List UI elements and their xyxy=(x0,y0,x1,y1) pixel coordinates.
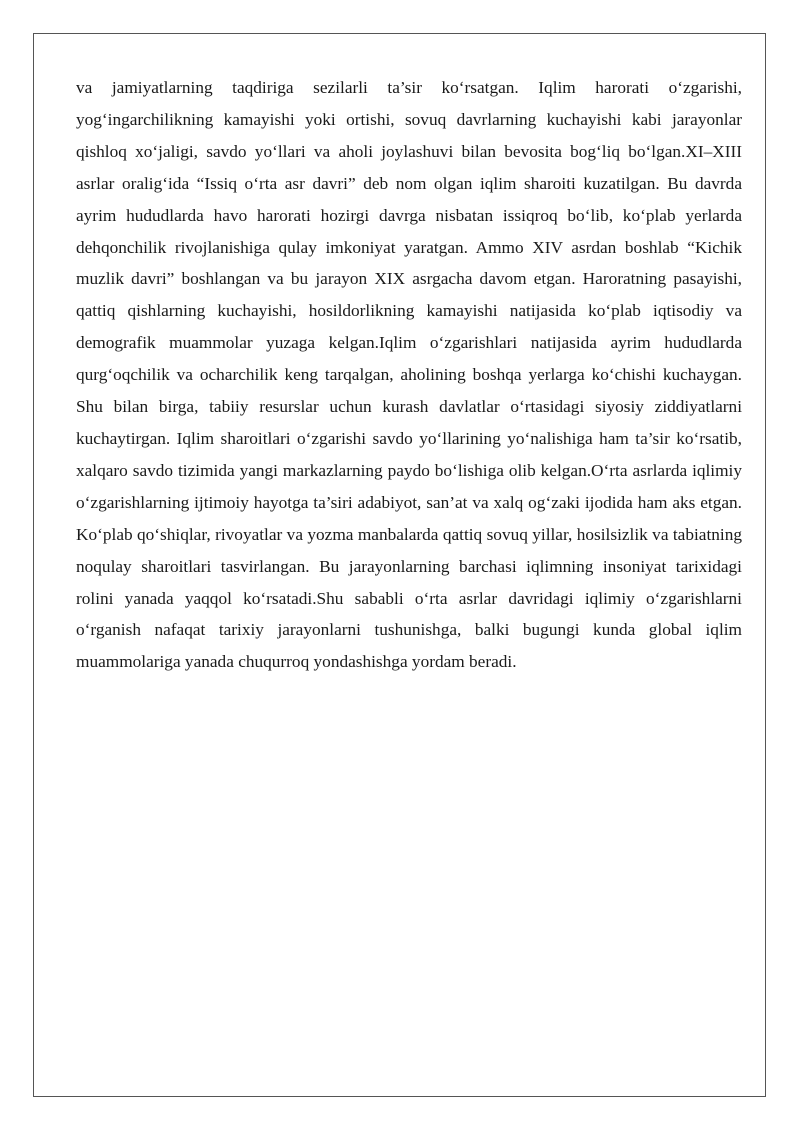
body-paragraph: va jamiyatlarning taqdiriga sezilarli ta’sir ko‘rsatgan. Iqlim harorati o‘zgarishi, yog‘ingarchilikning kamayishi yoki ortishi, sovuq davrlarning kuchayishi kabi jarayonlar qishloq xo‘jaligi, savdo yo‘llari va aholi joylashuvi bilan bevosita bog‘liq bo‘lgan.XI–XIII asrlar oralig‘ida “Issiq o‘rta asr davri” deb nom olgan iqlim sharoiti kuzatilgan. Bu davrda ayrim hududlarda havo harorati hozirgi davrga nisbatan issiqroq bo‘lib, ko‘plab yerlarda dehqonchilik rivojlanishiga qulay imkoniyat yaratgan. Ammo XIV asrdan boshlab “Kichik muzlik davri” boshlangan va bu jarayon XIX asrgacha davom etgan. Haroratning pasayishi, qattiq qishlarning kuchayishi, hosildorlikning kamayishi natijasida ko‘plab iqtisodiy va demografik muammolar yuzaga kelgan.Iqlim o‘zgarishlari natijasida ayrim hududlarda qurg‘oqchilik va ocharchilik keng tarqalgan, aholining boshqa yerlarga ko‘chishi kuchaygan. Shu bilan birga, tabiiy resurslar uchun kurash davlatlar o‘rtasidagi siyosiy ziddiyatlarni kuchaytirgan. Iqlim sharoitlari o‘zgarishi savdo yo‘llarining yo‘nalishiga ham ta’sir ko‘rsatib, xalqaro savdo tizimida yangi markazlarning paydo bo‘lishiga olib kelgan.O‘rta asrlarda iqlimiy o‘zgarishlarning ijtimoiy hayotga ta’siri adabiyot, san’at va xalq og‘zaki ijodida ham aks etgan. Ko‘plab qo‘shiqlar, rivoyatlar va yozma manbalarda qattiq sovuq yillar, hosilsizlik va tabiatning noqulay sharoitlari tasvirlangan. Bu jarayonlarning barchasi iqlimning insoniyat tarixidagi rolini yanada yaqqol ko‘rsatadi.Shu sababli o‘rta asrlar davridagi iqlimiy o‘zgarishlarni o‘rganish nafaqat tarixiy jarayonlarni tushunishga, balki bugungi kunda global iqlim muammolariga yanada chuqurroq yondashishga yordam beradi. xyxy=(76,78,742,672)
